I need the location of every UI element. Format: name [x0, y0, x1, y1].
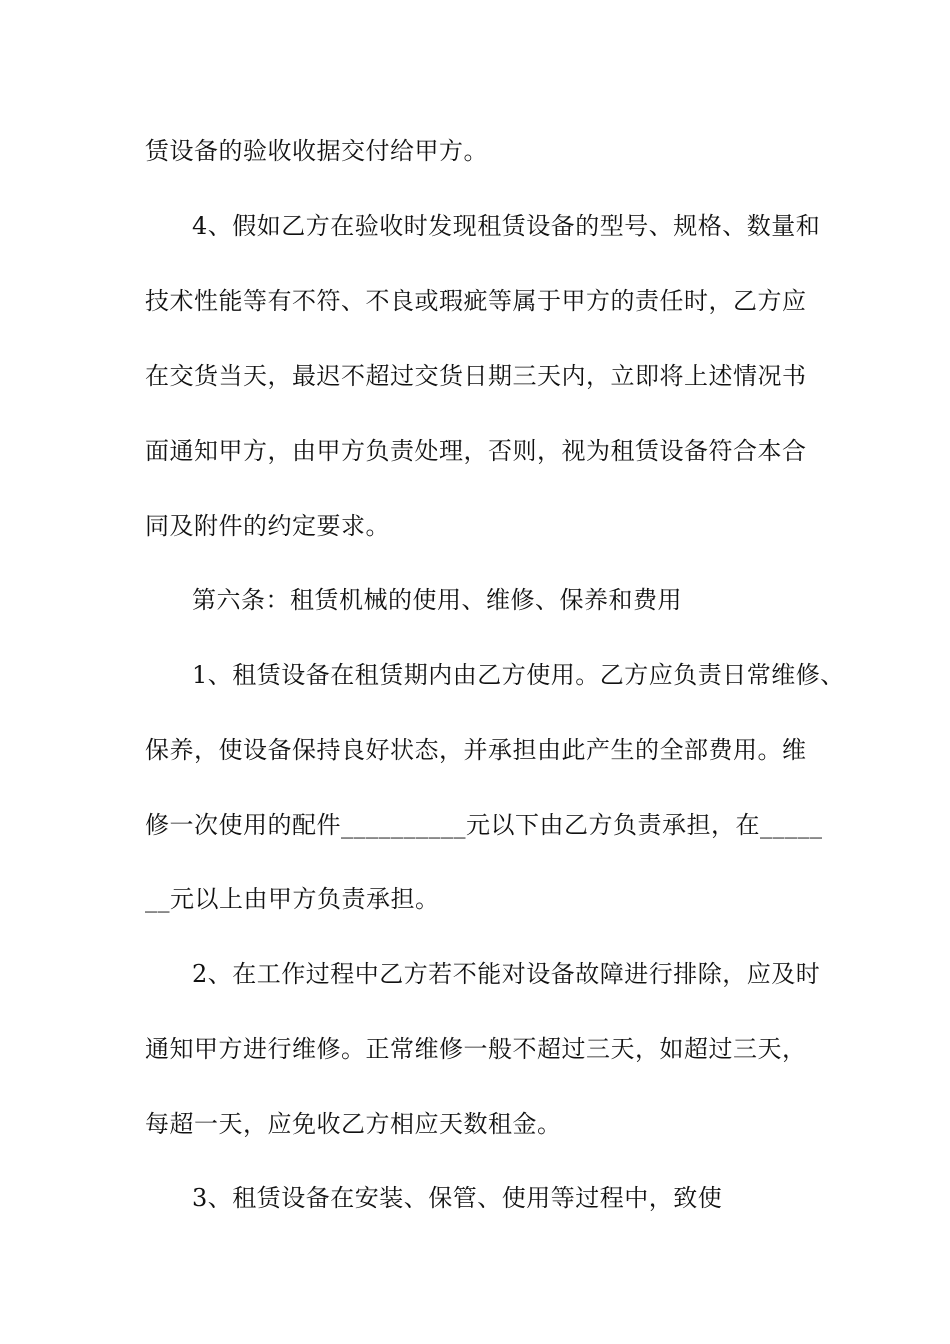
- text-line-11: __元以上由甲方负责承担。: [145, 885, 440, 913]
- text-line-5: 面通知甲方，由甲方负责处理，否则，视为租赁设备符合本合: [145, 437, 807, 465]
- text-line-3: 技术性能等有不符、不良或瑕疵等属于甲方的责任时，乙方应: [145, 287, 807, 315]
- section-heading: 第六条：租赁机械的使用、维修、保养和费用: [192, 586, 682, 614]
- text-line-2: 4、假如乙方在验收时发现租赁设备的型号、规格、数量和: [192, 212, 821, 240]
- text-line-4: 在交货当天，最迟不超过交货日期三天内，立即将上述情况书: [145, 362, 807, 390]
- text-line-10: 修一次使用的配件__________元以下由乙方负责承担，在_____: [145, 811, 823, 839]
- text-line-12: 2、在工作过程中乙方若不能对设备故障进行排除，应及时: [192, 960, 821, 988]
- text-line-14: 每超一天，应免收乙方相应天数租金。: [145, 1110, 562, 1138]
- text-line-8: 1、租赁设备在租赁期内由乙方使用。乙方应负责日常维修、: [192, 661, 845, 689]
- text-line-6: 同及附件的约定要求。: [145, 512, 390, 540]
- text-line-1: 赁设备的验收收据交付给甲方。: [145, 137, 488, 165]
- text-line-13: 通知甲方进行维修。正常维修一般不超过三天，如超过三天，: [145, 1035, 807, 1063]
- text-line-15: 3、租赁设备在安装、保管、使用等过程中，致使: [192, 1184, 723, 1212]
- text-line-9: 保养，使设备保持良好状态，并承担由此产生的全部费用。维: [145, 736, 807, 764]
